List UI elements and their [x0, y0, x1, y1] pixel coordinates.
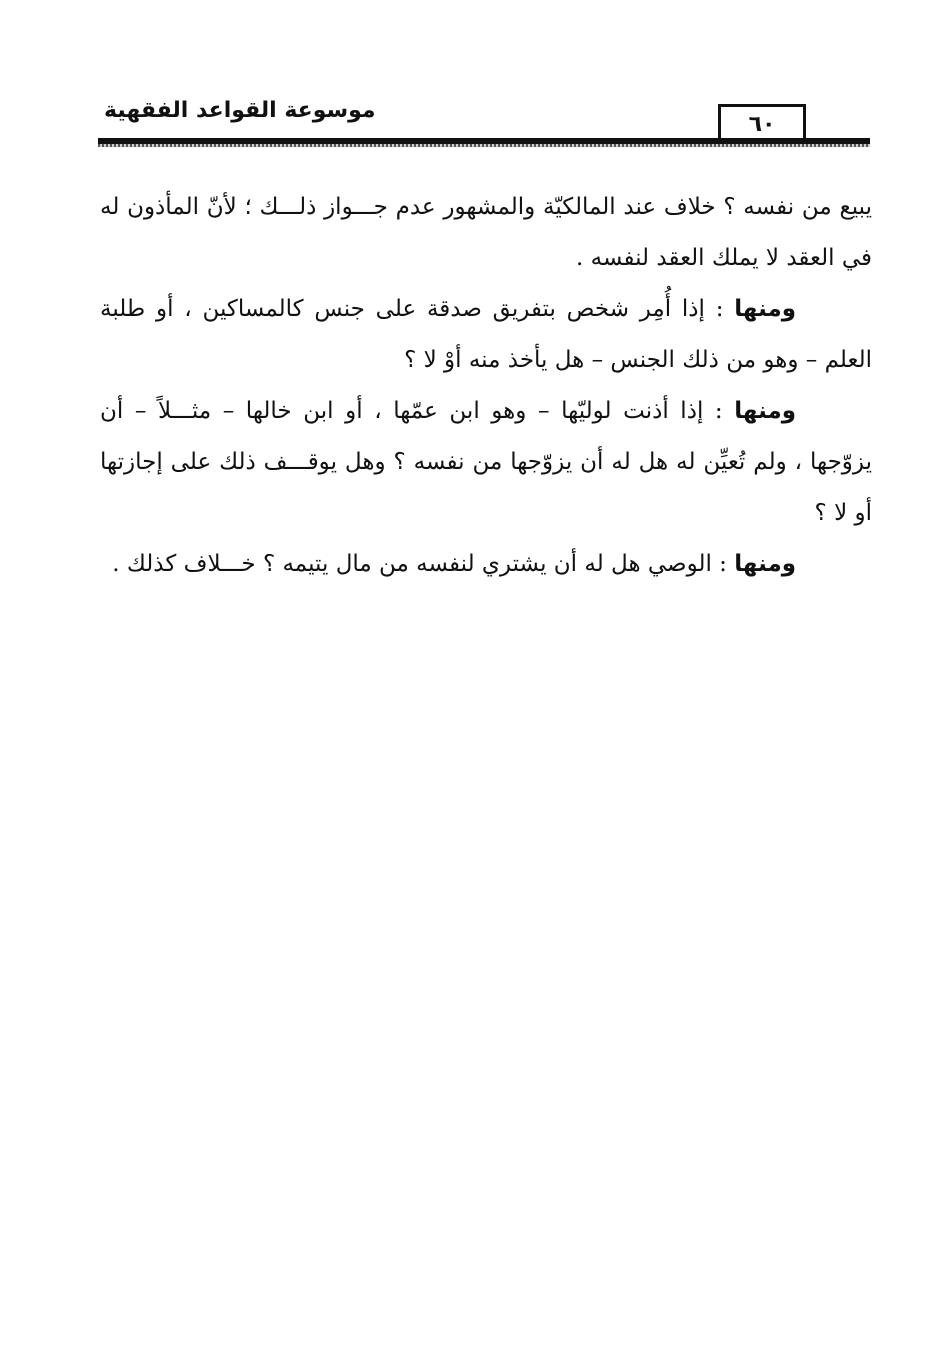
paragraph-text: : إذا أُمِر شخص بتفريق صدقة على جنس كالمساكين ، أو طلبة العلم – وهو من ذلك الجنس – هل يأخذ منه أوْ لا ؟: [100, 296, 872, 373]
page-header: [98, 94, 870, 154]
paragraph-text: : إذا أذنت لوليّها – وهو ابن عمّها ، أو ابن خالها – مثـــلاً – أن يزوّجها ، ولم تُعيِّن له هل له أن يزوّجها من نفسه ؟ وهل يوقـــف ذلك على إجازتها أو لا ؟: [100, 398, 872, 526]
header-rule-shadow: [98, 144, 870, 147]
paragraph-text: يبيع من نفسه ؟ خلاف عند المالكيّة والمشهور عدم جـــواز ذلـــك ؛ لأنّ المأذون له في العقد لا يملك العقد لنفسه .: [100, 194, 872, 271]
paragraph-lead-word: ومنها: [734, 551, 796, 577]
page-number: ٦٠: [718, 104, 806, 144]
paragraph-example: [100, 284, 872, 386]
paragraph-lead-word: ومنها: [734, 398, 796, 424]
paragraph-text: : الوصي هل له أن يشتري لنفسه من مال يتيمه ؟ خـــلاف كذلك .: [112, 551, 735, 577]
paragraph-example: [100, 386, 872, 539]
paragraph-example: [100, 539, 872, 590]
body-text: [100, 182, 872, 590]
paragraph-lead-word: ومنها: [734, 296, 796, 322]
book-title: موسوعة القواعد الفقهية: [104, 98, 376, 123]
paragraph-continuation: [100, 182, 872, 284]
